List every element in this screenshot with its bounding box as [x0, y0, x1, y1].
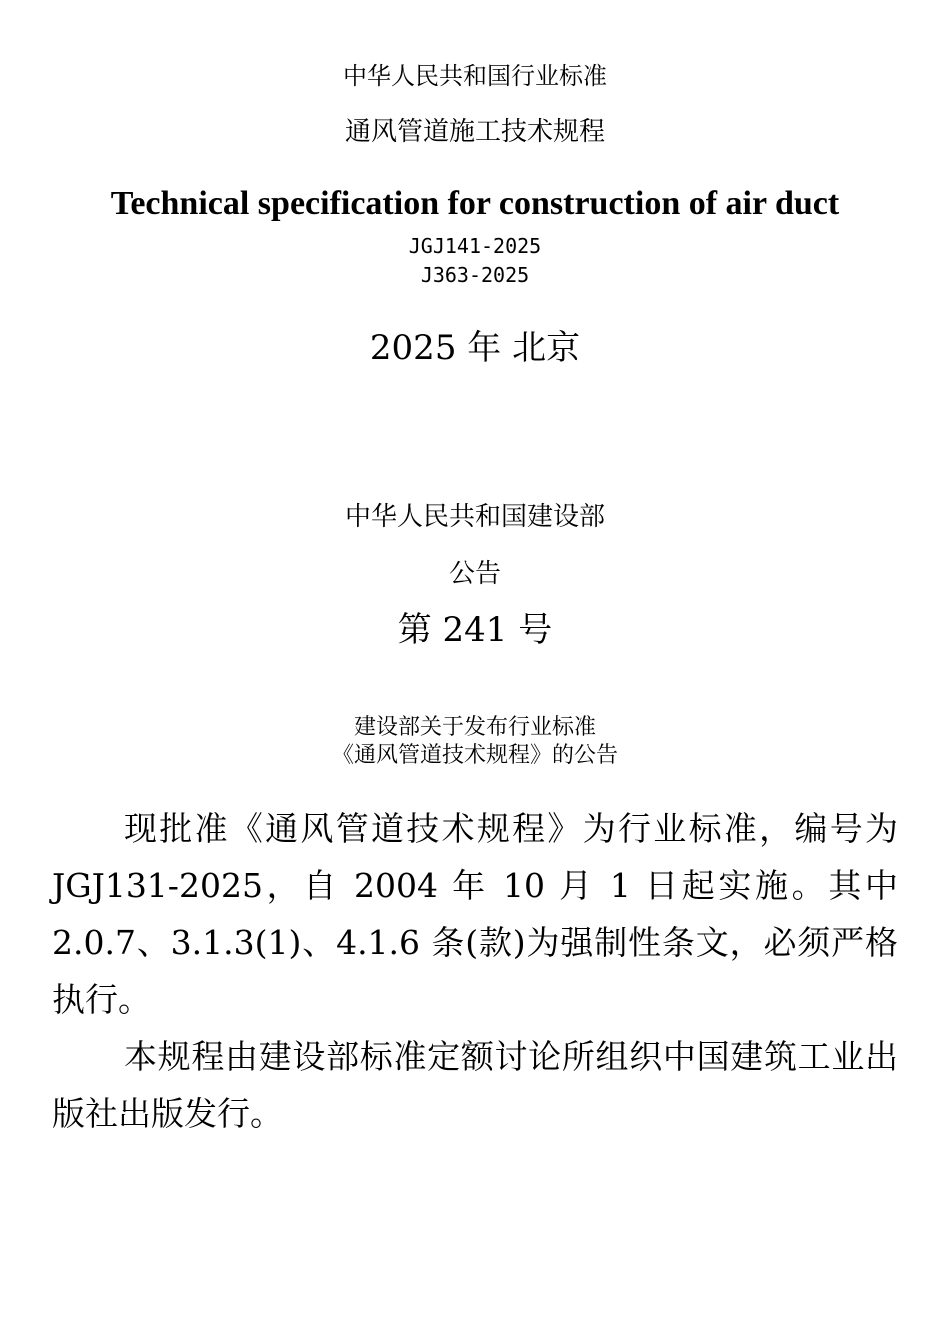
- industry-standard-heading: 中华人民共和国行业标准: [343, 62, 607, 90]
- standard-code-j: J363-2025: [420, 263, 530, 287]
- announcement-number: 第 241 号: [397, 610, 553, 650]
- announcement-issuer: 中华人民共和国建设部: [344, 502, 605, 532]
- year-place: 2025 年 北京: [369, 328, 581, 368]
- standard-code-jgj: JGJ141-2025: [408, 234, 542, 258]
- announcement-subject-line2: 《通风管道技术规程》的公告: [331, 743, 618, 768]
- document-title-en: Technical specification for construction of air duct: [110, 185, 840, 222]
- announcement-subject-line1: 建设部关于发布行业标准: [353, 715, 596, 740]
- document-title-cn: 通风管道施工技术规程: [344, 117, 605, 147]
- announcement-type: 公告: [448, 559, 501, 589]
- body-paragraph-1: 现批准《通风管道技术规程》为行业标准，编号为 JGJ131-2025，自 2004 年 10 月 1 日起实施。其中2.0.7、3.1.3(1)、4.1.6 条(款)为强制性条文，必须严格执行。: [52, 809, 898, 1019]
- body-paragraph-2: 本规程由建设部标准定额讨论所组织中国建筑工业出版社出版发行。: [52, 1037, 898, 1133]
